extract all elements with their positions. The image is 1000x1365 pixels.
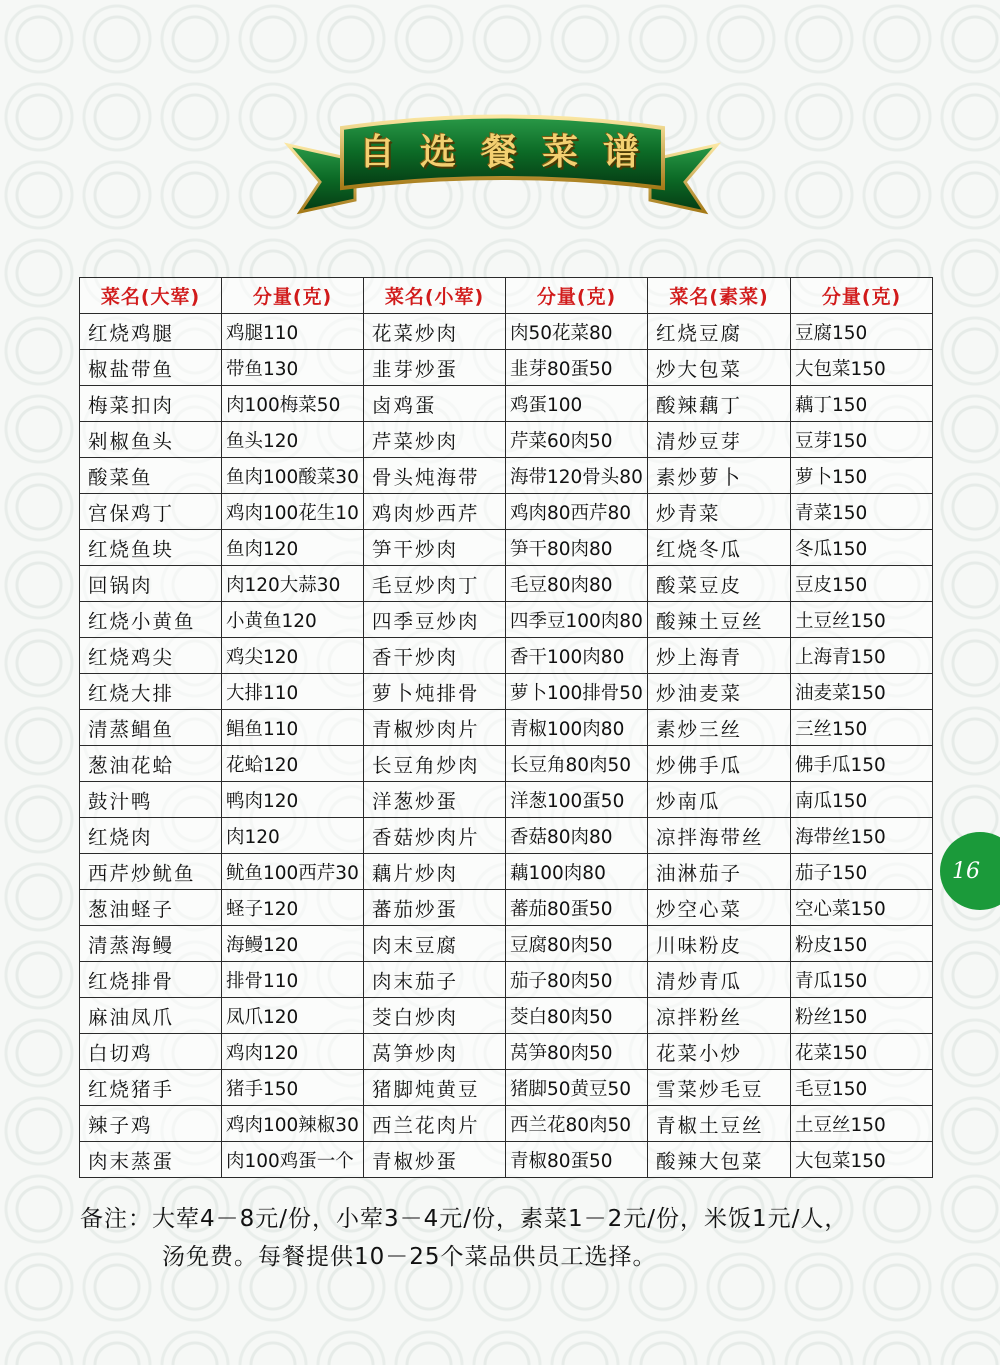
dish-name-cell: 红烧小黄鱼 [80, 602, 222, 638]
portion-cell: 豆腐150 [791, 314, 933, 350]
portion-cell: 海带丝150 [791, 818, 933, 854]
dish-name-cell: 红烧豆腐 [648, 314, 791, 350]
dish-name-cell: 卤鸡蛋 [364, 386, 506, 422]
table-row [80, 674, 933, 710]
dish-name-cell: 莴笋炒肉 [364, 1034, 506, 1070]
dish-name-cell: 蕃茄炒蛋 [364, 890, 506, 926]
header-row [80, 278, 933, 314]
header-cell: 分量(克) [222, 278, 364, 314]
portion-cell: 鱿鱼100西芹30 [222, 854, 364, 890]
dish-name-cell: 炒油麦菜 [648, 674, 791, 710]
portion-cell: 海鳗120 [222, 926, 364, 962]
menu-table-header [80, 278, 933, 314]
header-cell: 分量(克) [791, 278, 933, 314]
dish-name-cell: 青椒炒蛋 [364, 1142, 506, 1178]
portion-cell: 粉皮150 [791, 926, 933, 962]
table-row [80, 818, 933, 854]
portion-cell: 豆芽150 [791, 422, 933, 458]
banner-title-char: 菜 [541, 130, 580, 173]
dish-name-cell: 青椒炒肉片 [364, 710, 506, 746]
dish-name-cell: 炒大包菜 [648, 350, 791, 386]
dish-name-cell: 川味粉皮 [648, 926, 791, 962]
portion-cell: 青菜150 [791, 494, 933, 530]
portion-cell: 大包菜150 [791, 350, 933, 386]
portion-cell: 粉丝150 [791, 998, 933, 1034]
dish-name-cell: 酸辣土豆丝 [648, 602, 791, 638]
table-row [80, 314, 933, 350]
dish-name-cell: 芹菜炒肉 [364, 422, 506, 458]
dish-name-cell: 酸菜豆皮 [648, 566, 791, 602]
portion-cell: 大排110 [222, 674, 364, 710]
dish-name-cell: 萝卜炖排骨 [364, 674, 506, 710]
dish-name-cell: 白切鸡 [80, 1034, 222, 1070]
header-cell: 分量(克) [506, 278, 648, 314]
dish-name-cell: 宫保鸡丁 [80, 494, 222, 530]
table-row [80, 1142, 933, 1178]
banner-title-char: 谱 [602, 130, 641, 173]
portion-cell: 笋干80肉80 [506, 530, 648, 566]
banner-title-char: 餐 [480, 130, 519, 173]
portion-cell: 萝卜100排骨50 [506, 674, 648, 710]
menu-table-body [80, 314, 933, 1178]
dish-name-cell: 毛豆炒肉丁 [364, 566, 506, 602]
portion-cell: 香干100肉80 [506, 638, 648, 674]
dish-name-cell: 炒佛手瓜 [648, 746, 791, 782]
dish-name-cell: 茭白炒肉 [364, 998, 506, 1034]
menu-table [79, 277, 933, 1178]
portion-cell: 豆皮150 [791, 566, 933, 602]
portion-cell: 肉120大蒜30 [222, 566, 364, 602]
portion-cell: 长豆角80肉50 [506, 746, 648, 782]
portion-cell: 鸡腿110 [222, 314, 364, 350]
table-row [80, 782, 933, 818]
portion-cell: 毛豆150 [791, 1070, 933, 1106]
portion-cell: 香菇80肉80 [506, 818, 648, 854]
portion-cell: 鸡肉120 [222, 1034, 364, 1070]
dish-name-cell: 炒南瓜 [648, 782, 791, 818]
table-row [80, 638, 933, 674]
dish-name-cell: 素炒萝卜 [648, 458, 791, 494]
dish-name-cell: 炒上海青 [648, 638, 791, 674]
portion-cell: 猪脚50黄豆50 [506, 1070, 648, 1106]
table-row [80, 494, 933, 530]
table-row [80, 566, 933, 602]
dish-name-cell: 青椒土豆丝 [648, 1106, 791, 1142]
dish-name-cell: 辣子鸡 [80, 1106, 222, 1142]
dish-name-cell: 藕片炒肉 [364, 854, 506, 890]
portion-cell: 毛豆80肉80 [506, 566, 648, 602]
header-cell: 菜名(素菜) [648, 278, 791, 314]
portion-cell: 鸡蛋100 [506, 386, 648, 422]
dish-name-cell: 洋葱炒蛋 [364, 782, 506, 818]
portion-cell: 猪手150 [222, 1070, 364, 1106]
banner-title-char: 选 [419, 130, 458, 173]
dish-name-cell: 清炒豆芽 [648, 422, 791, 458]
dish-name-cell: 葱油蛏子 [80, 890, 222, 926]
table-row [80, 350, 933, 386]
table-row [80, 890, 933, 926]
banner-title [345, 124, 655, 174]
dish-name-cell: 西芹炒鱿鱼 [80, 854, 222, 890]
portion-cell: 藕丁150 [791, 386, 933, 422]
dish-name-cell: 红烧大排 [80, 674, 222, 710]
dish-name-cell: 酸辣藕丁 [648, 386, 791, 422]
portion-cell: 青椒100肉80 [506, 710, 648, 746]
portion-cell: 排骨110 [222, 962, 364, 998]
portion-cell: 青椒80蛋50 [506, 1142, 648, 1178]
portion-cell: 茄子150 [791, 854, 933, 890]
portion-cell: 鸡肉100花生10 [222, 494, 364, 530]
portion-cell: 肉100鸡蛋一个 [222, 1142, 364, 1178]
dish-name-cell: 猪脚炖黄豆 [364, 1070, 506, 1106]
portion-cell: 海带120骨头80 [506, 458, 648, 494]
dish-name-cell: 骨头炖海带 [364, 458, 506, 494]
dish-name-cell: 香菇炒肉片 [364, 818, 506, 854]
dish-name-cell: 素炒三丝 [648, 710, 791, 746]
dish-name-cell: 香干炒肉 [364, 638, 506, 674]
portion-cell: 鸭肉120 [222, 782, 364, 818]
dish-name-cell: 清蒸鲳鱼 [80, 710, 222, 746]
table-row [80, 458, 933, 494]
portion-cell: 豆腐80肉50 [506, 926, 648, 962]
dish-name-cell: 梅菜扣肉 [80, 386, 222, 422]
dish-name-cell: 雪菜炒毛豆 [648, 1070, 791, 1106]
portion-cell: 藕100肉80 [506, 854, 648, 890]
portion-cell: 三丝150 [791, 710, 933, 746]
table-row [80, 962, 933, 998]
dish-name-cell: 红烧猪手 [80, 1070, 222, 1106]
portion-cell: 韭芽80蛋50 [506, 350, 648, 386]
dish-name-cell: 炒青菜 [648, 494, 791, 530]
dish-name-cell: 剁椒鱼头 [80, 422, 222, 458]
dish-name-cell: 油淋茄子 [648, 854, 791, 890]
table-row [80, 854, 933, 890]
dish-name-cell: 清炒青瓜 [648, 962, 791, 998]
portion-cell: 茭白80肉50 [506, 998, 648, 1034]
portion-cell: 凤爪120 [222, 998, 364, 1034]
remarks-note [80, 1200, 960, 1276]
portion-cell: 空心菜150 [791, 890, 933, 926]
portion-cell: 佛手瓜150 [791, 746, 933, 782]
dish-name-cell: 肉末豆腐 [364, 926, 506, 962]
dish-name-cell: 长豆角炒肉 [364, 746, 506, 782]
portion-cell: 鸡肉100辣椒30 [222, 1106, 364, 1142]
table-row [80, 1034, 933, 1070]
dish-name-cell: 红烧鸡尖 [80, 638, 222, 674]
dish-name-cell: 回锅肉 [80, 566, 222, 602]
dish-name-cell: 鸡肉炒西芹 [364, 494, 506, 530]
dish-name-cell: 红烧冬瓜 [648, 530, 791, 566]
table-row [80, 530, 933, 566]
portion-cell: 鱼肉120 [222, 530, 364, 566]
portion-cell: 油麦菜150 [791, 674, 933, 710]
table-row [80, 602, 933, 638]
table-row [80, 386, 933, 422]
portion-cell: 土豆丝150 [791, 602, 933, 638]
table-row [80, 746, 933, 782]
portion-cell: 冬瓜150 [791, 530, 933, 566]
dish-name-cell: 韭芽炒蛋 [364, 350, 506, 386]
dish-name-cell: 红烧肉 [80, 818, 222, 854]
dish-name-cell: 酸菜鱼 [80, 458, 222, 494]
dish-name-cell: 凉拌粉丝 [648, 998, 791, 1034]
portion-cell: 肉120 [222, 818, 364, 854]
dish-name-cell: 西兰花肉片 [364, 1106, 506, 1142]
note-line: 汤免费。每餐提供10－25个菜品供员工选择。 [162, 1244, 657, 1270]
table-row [80, 1106, 933, 1142]
portion-cell: 大包菜150 [791, 1142, 933, 1178]
table-row [80, 926, 933, 962]
portion-cell: 芹菜60肉50 [506, 422, 648, 458]
header-cell: 菜名(大荤) [80, 278, 222, 314]
dish-name-cell: 凉拌海带丝 [648, 818, 791, 854]
portion-cell: 西兰花80肉50 [506, 1106, 648, 1142]
portion-cell: 花蛤120 [222, 746, 364, 782]
page-number: 16 [952, 858, 980, 884]
dish-name-cell: 炒空心菜 [648, 890, 791, 926]
portion-cell: 小黄鱼120 [222, 602, 364, 638]
portion-cell: 土豆丝150 [791, 1106, 933, 1142]
table-row [80, 998, 933, 1034]
portion-cell: 四季豆100肉80 [506, 602, 648, 638]
portion-cell: 肉50花菜80 [506, 314, 648, 350]
dish-name-cell: 红烧排骨 [80, 962, 222, 998]
portion-cell: 蕃茄80蛋50 [506, 890, 648, 926]
portion-cell: 鱼头120 [222, 422, 364, 458]
portion-cell: 鱼肉100酸菜30 [222, 458, 364, 494]
table-row [80, 710, 933, 746]
banner-title-char: 自 [359, 130, 398, 173]
portion-cell: 茄子80肉50 [506, 962, 648, 998]
portion-cell: 鸡肉80西芹80 [506, 494, 648, 530]
dish-name-cell: 麻油凤爪 [80, 998, 222, 1034]
portion-cell: 南瓜150 [791, 782, 933, 818]
portion-cell: 洋葱100蛋50 [506, 782, 648, 818]
portion-cell: 鲳鱼110 [222, 710, 364, 746]
table-row [80, 1070, 933, 1106]
portion-cell: 青瓜150 [791, 962, 933, 998]
note-line: 备注：大荤4－8元/份，小荤3－4元/份，素菜1－2元/份，米饭1元/人， [80, 1206, 849, 1232]
header-cell: 菜名(小荤) [364, 278, 506, 314]
dish-name-cell: 葱油花蛤 [80, 746, 222, 782]
dish-name-cell: 清蒸海鳗 [80, 926, 222, 962]
dish-name-cell: 花菜小炒 [648, 1034, 791, 1070]
dish-name-cell: 红烧鱼块 [80, 530, 222, 566]
portion-cell: 萝卜150 [791, 458, 933, 494]
dish-name-cell: 鼓汁鸭 [80, 782, 222, 818]
dish-name-cell: 肉末蒸蛋 [80, 1142, 222, 1178]
portion-cell: 蛏子120 [222, 890, 364, 926]
table-row [80, 422, 933, 458]
dish-name-cell: 红烧鸡腿 [80, 314, 222, 350]
portion-cell: 上海青150 [791, 638, 933, 674]
dish-name-cell: 椒盐带鱼 [80, 350, 222, 386]
dish-name-cell: 花菜炒肉 [364, 314, 506, 350]
portion-cell: 花菜150 [791, 1034, 933, 1070]
portion-cell: 鸡尖120 [222, 638, 364, 674]
dish-name-cell: 肉末茄子 [364, 962, 506, 998]
portion-cell: 肉100梅菜50 [222, 386, 364, 422]
dish-name-cell: 笋干炒肉 [364, 530, 506, 566]
portion-cell: 莴笋80肉50 [506, 1034, 648, 1070]
dish-name-cell: 四季豆炒肉 [364, 602, 506, 638]
page-number-badge [940, 832, 1000, 910]
dish-name-cell: 酸辣大包菜 [648, 1142, 791, 1178]
portion-cell: 带鱼130 [222, 350, 364, 386]
